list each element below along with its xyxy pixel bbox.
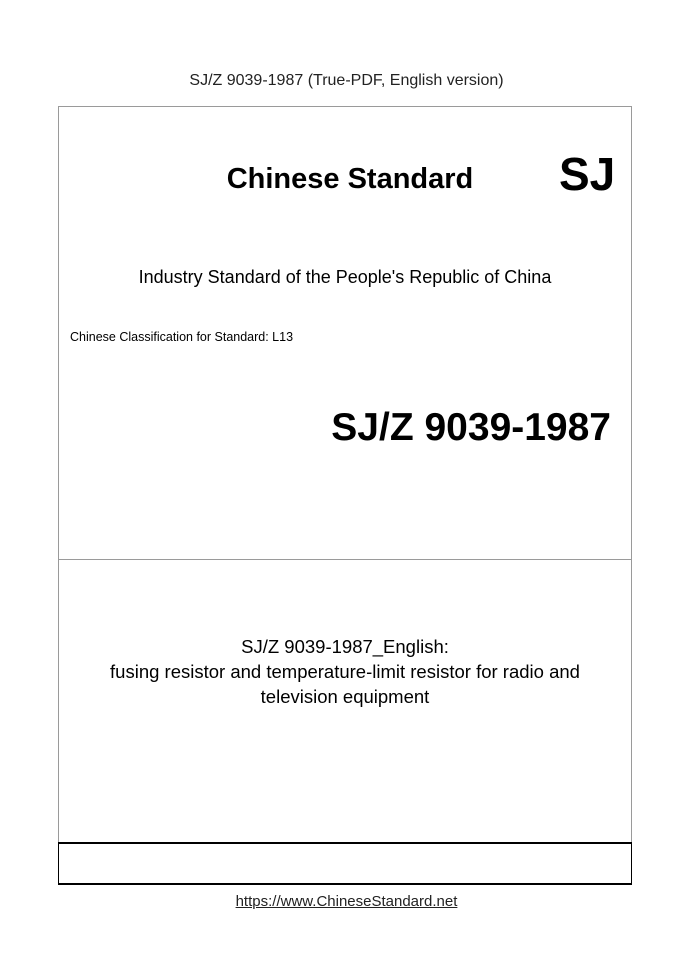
page-header-title: SJ/Z 9039-1987 (True-PDF, English version) bbox=[189, 72, 504, 89]
cover-bottom-box-top-border bbox=[58, 842, 632, 844]
document-title-line-1: SJ/Z 9039-1987_English: bbox=[241, 636, 449, 657]
standard-label-text: Chinese Standard bbox=[226, 163, 474, 195]
footer-website-link[interactable]: https://www.ChineseStandard.net bbox=[235, 893, 458, 910]
standard-label bbox=[59, 161, 631, 197]
cover-top-section bbox=[59, 107, 631, 560]
document-title-line-3: television equipment bbox=[260, 686, 430, 707]
cover-frame bbox=[58, 106, 632, 884]
cover-middle-section bbox=[59, 560, 631, 843]
document-title bbox=[69, 634, 621, 709]
classification-text: Chinese Classification for Standard: L13 bbox=[70, 330, 294, 344]
sj-logo: SJ bbox=[559, 148, 616, 200]
standard-number: SJ/Z 9039-1987 bbox=[331, 406, 611, 449]
cover-bottom-border bbox=[58, 883, 632, 885]
document-title-line-2: fusing resistor and temperature-limit resistor for radio and bbox=[110, 661, 580, 682]
issuer-text: Industry Standard of the People's Republic of China bbox=[138, 267, 552, 287]
cover-bottom-box bbox=[58, 842, 632, 885]
